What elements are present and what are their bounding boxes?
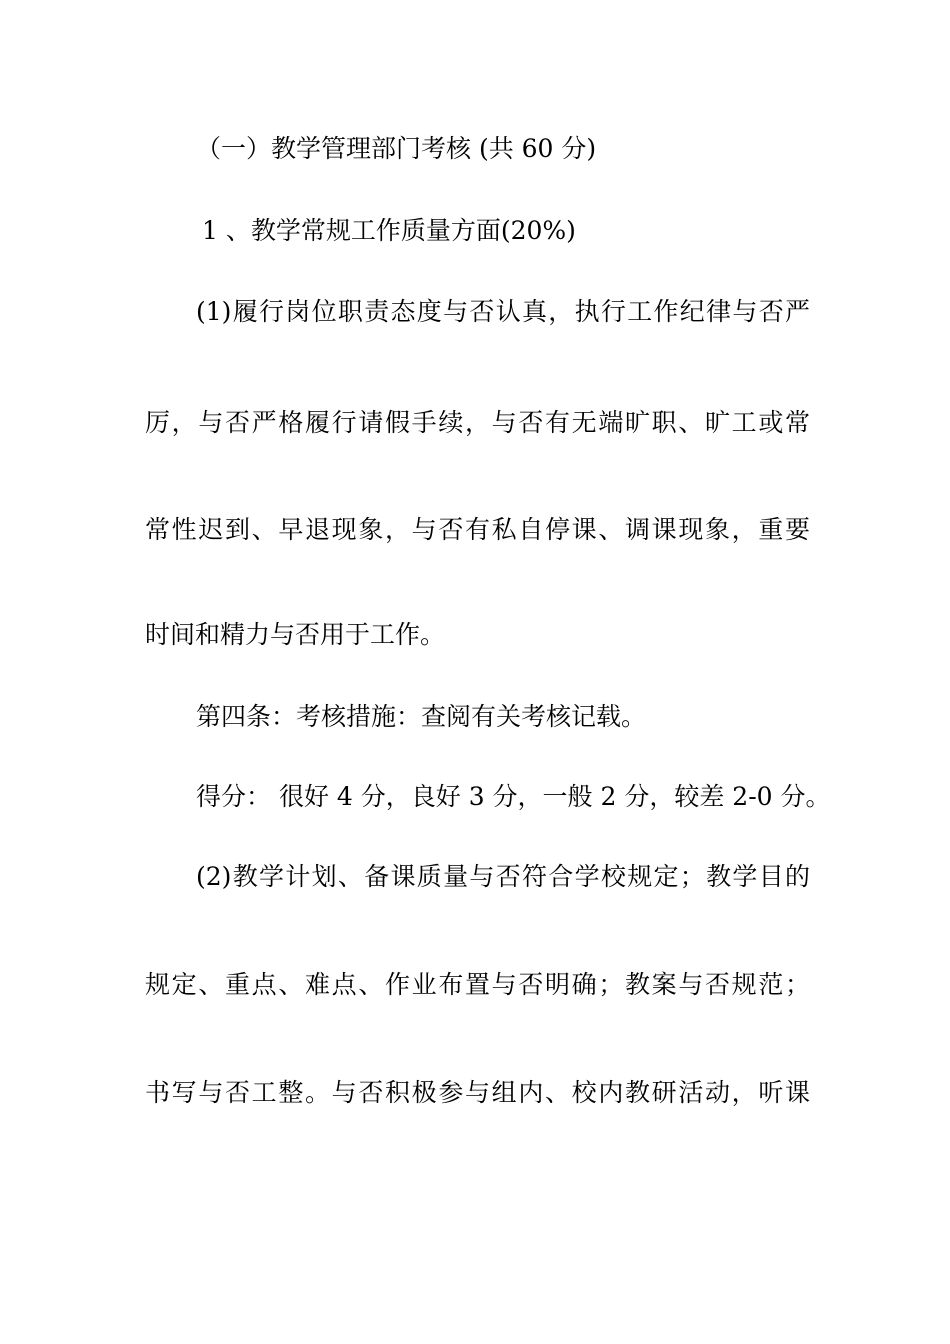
section-heading: （一）教学管理部门考核 (共 60 分) bbox=[196, 134, 597, 163]
paragraph-2-line-2: 规定、重点、难点、作业布置与否明确；教案与否规范； bbox=[145, 970, 810, 999]
paragraph-2-line-1: (2)教学计划、备课质量与否符合学校规定；教学目的 bbox=[196, 862, 810, 891]
paragraph-1-line-3: 常性迟到、早退现象，与否有私自停课、调课现象，重要 bbox=[145, 515, 810, 544]
item-heading: 1 、教学常规工作质量方面(20%) bbox=[202, 216, 576, 245]
paragraph-1-line-4: 时间和精力与否用于工作。 bbox=[145, 620, 446, 649]
score-line: 得分： 很好 4 分，良好 3 分，一般 2 分，较差 2-0 分。 bbox=[196, 782, 831, 811]
paragraph-1-line-2: 厉，与否严格履行请假手续，与否有无端旷职、旷工或常 bbox=[145, 408, 810, 437]
paragraph-1-line-1: (1)履行岗位职责态度与否认真，执行工作纪律与否严 bbox=[196, 297, 810, 326]
article-four: 第四条：考核措施：查阅有关考核记载。 bbox=[196, 702, 647, 731]
paragraph-2-line-3: 书写与否工整。与否积极参与组内、校内教研活动，听课 bbox=[145, 1078, 810, 1107]
